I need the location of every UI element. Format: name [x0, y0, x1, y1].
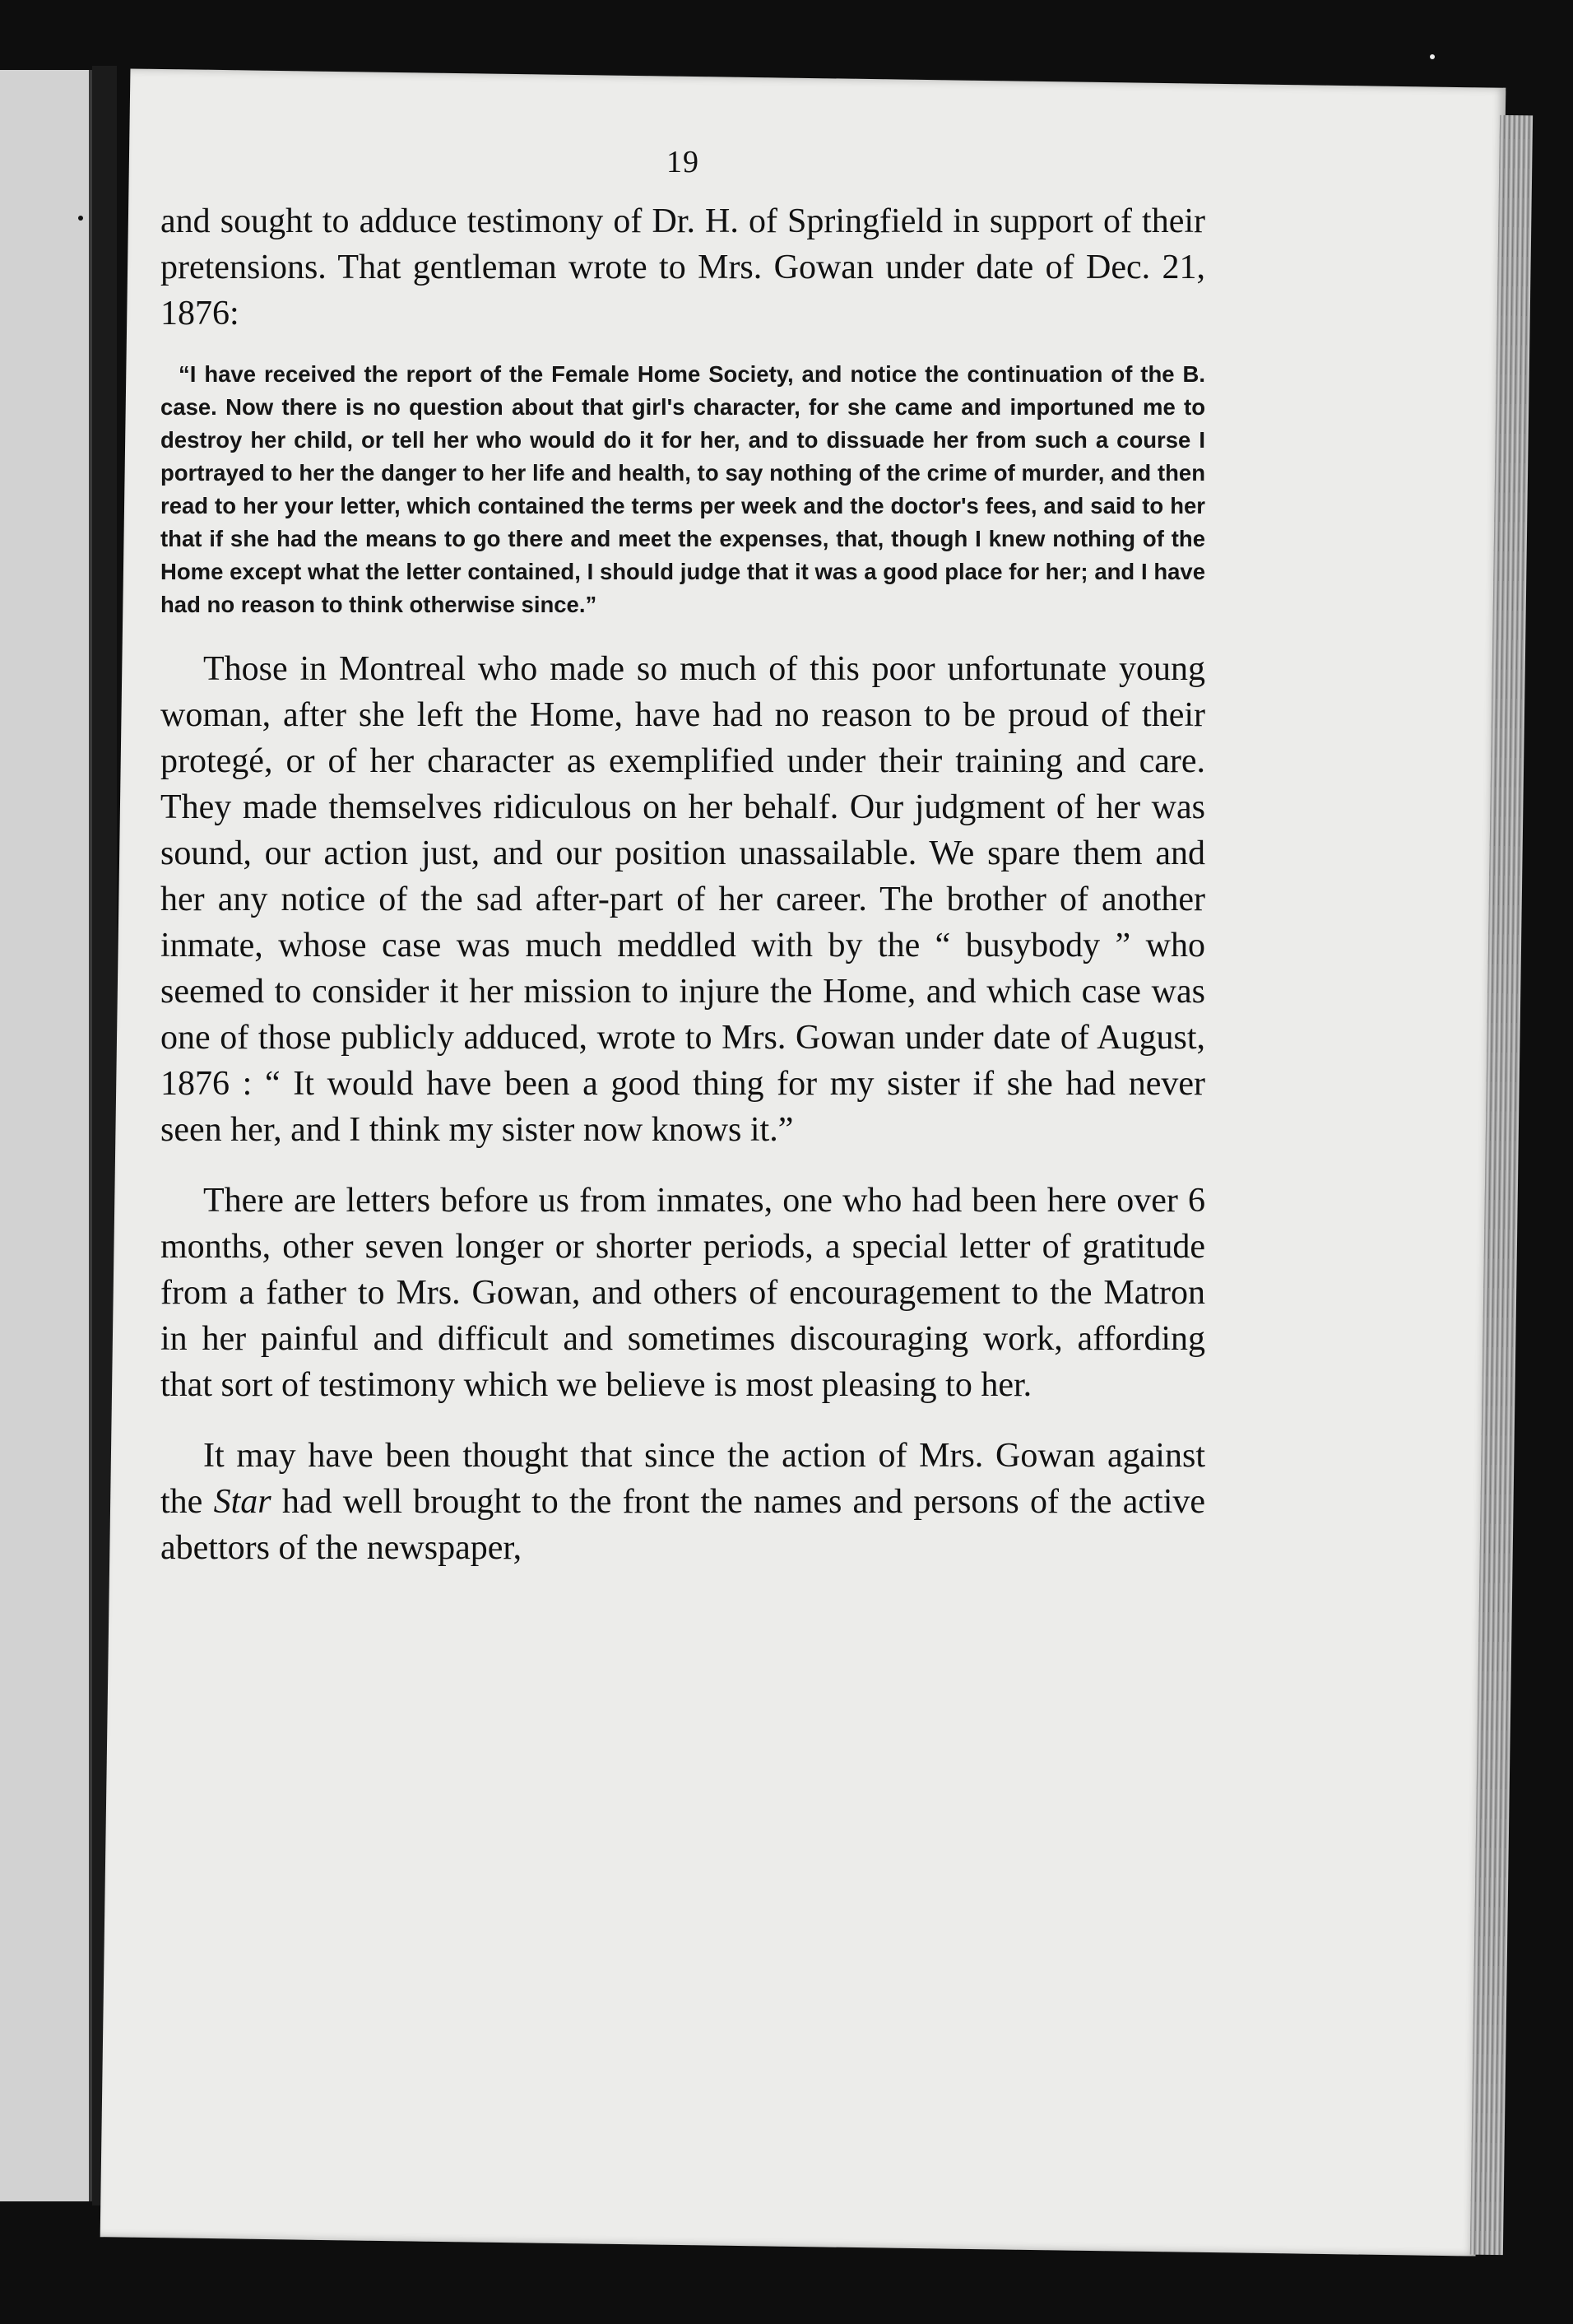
- page-text: [160, 144, 1205, 1571]
- quoted-letter: “I have received the report of the Female Home Society, and notice the continuation of the B. case. Now there is no question about that girl's character, for she came and importuned me to destroy her child, or tell her who would do it for her, and to dissuade her from such a course I portrayed to her the danger to her life and health, to say nothing of the crime of murder, and then read to her your letter, which contained the terms per week and the doctor's fees, and said to her that if she had the means to go there and meet the expenses, that, though I knew nothing of the Home except what the letter contained, I should judge that it was a good place for her; and I have had no reason to think otherwise since.”: [160, 361, 1205, 617]
- paragraph-letters: There are letters before us from inmates, one who had been here over 6 months, other seven longer or shorter periods, a special letter of gratitude from a father to Mrs. Gowan, and others of encouragement to the Matron in her painful and difficult and sometimes discouraging work, affording that sort of testimony which we believe is most pleasing to her.: [160, 1182, 1205, 1404]
- dust-speck: [1430, 54, 1435, 59]
- facing-page-edge: [0, 70, 92, 2201]
- newspaper-name: Star: [213, 1483, 271, 1521]
- page-number: 19: [666, 145, 699, 179]
- text-segment: It may have been thought that since the action of Mrs. Gowan against the: [160, 1437, 1205, 1521]
- dust-speck: [78, 216, 83, 221]
- text-segment: had well brought to the front the names and persons of the active abettors of the newspaper,: [160, 1483, 1206, 1567]
- paragraph-star-action: [160, 1433, 1205, 1571]
- paragraph-montreal: Those in Montreal who made so much of this poor unfortunate young woman, after she left the Home, have had no reason to be proud of their protegé, or of her character as exemplified under their training and care. They made themselves ridiculous on her behalf. Our judgment of her was sound, our action just, and our position unassailable. We spare them and her any notice of the sad after-part of her career. The brother of another inmate, whose case was much meddled with by the “ busybody ” who seemed to consider it her mission to injure the Home, and which case was one of those publicly adduced, wrote to Mrs. Gowan under date of August, 1876 : “ It would have been a good thing for my sister if she had never seen her, and I think my sister now knows it.”: [160, 650, 1205, 1149]
- opening-paragraph: and sought to adduce testimony of Dr. H. of Springfield in support of their pretensions. That gentleman wrote to Mrs. Gowan under date of Dec. 21, 1876:: [160, 202, 1205, 332]
